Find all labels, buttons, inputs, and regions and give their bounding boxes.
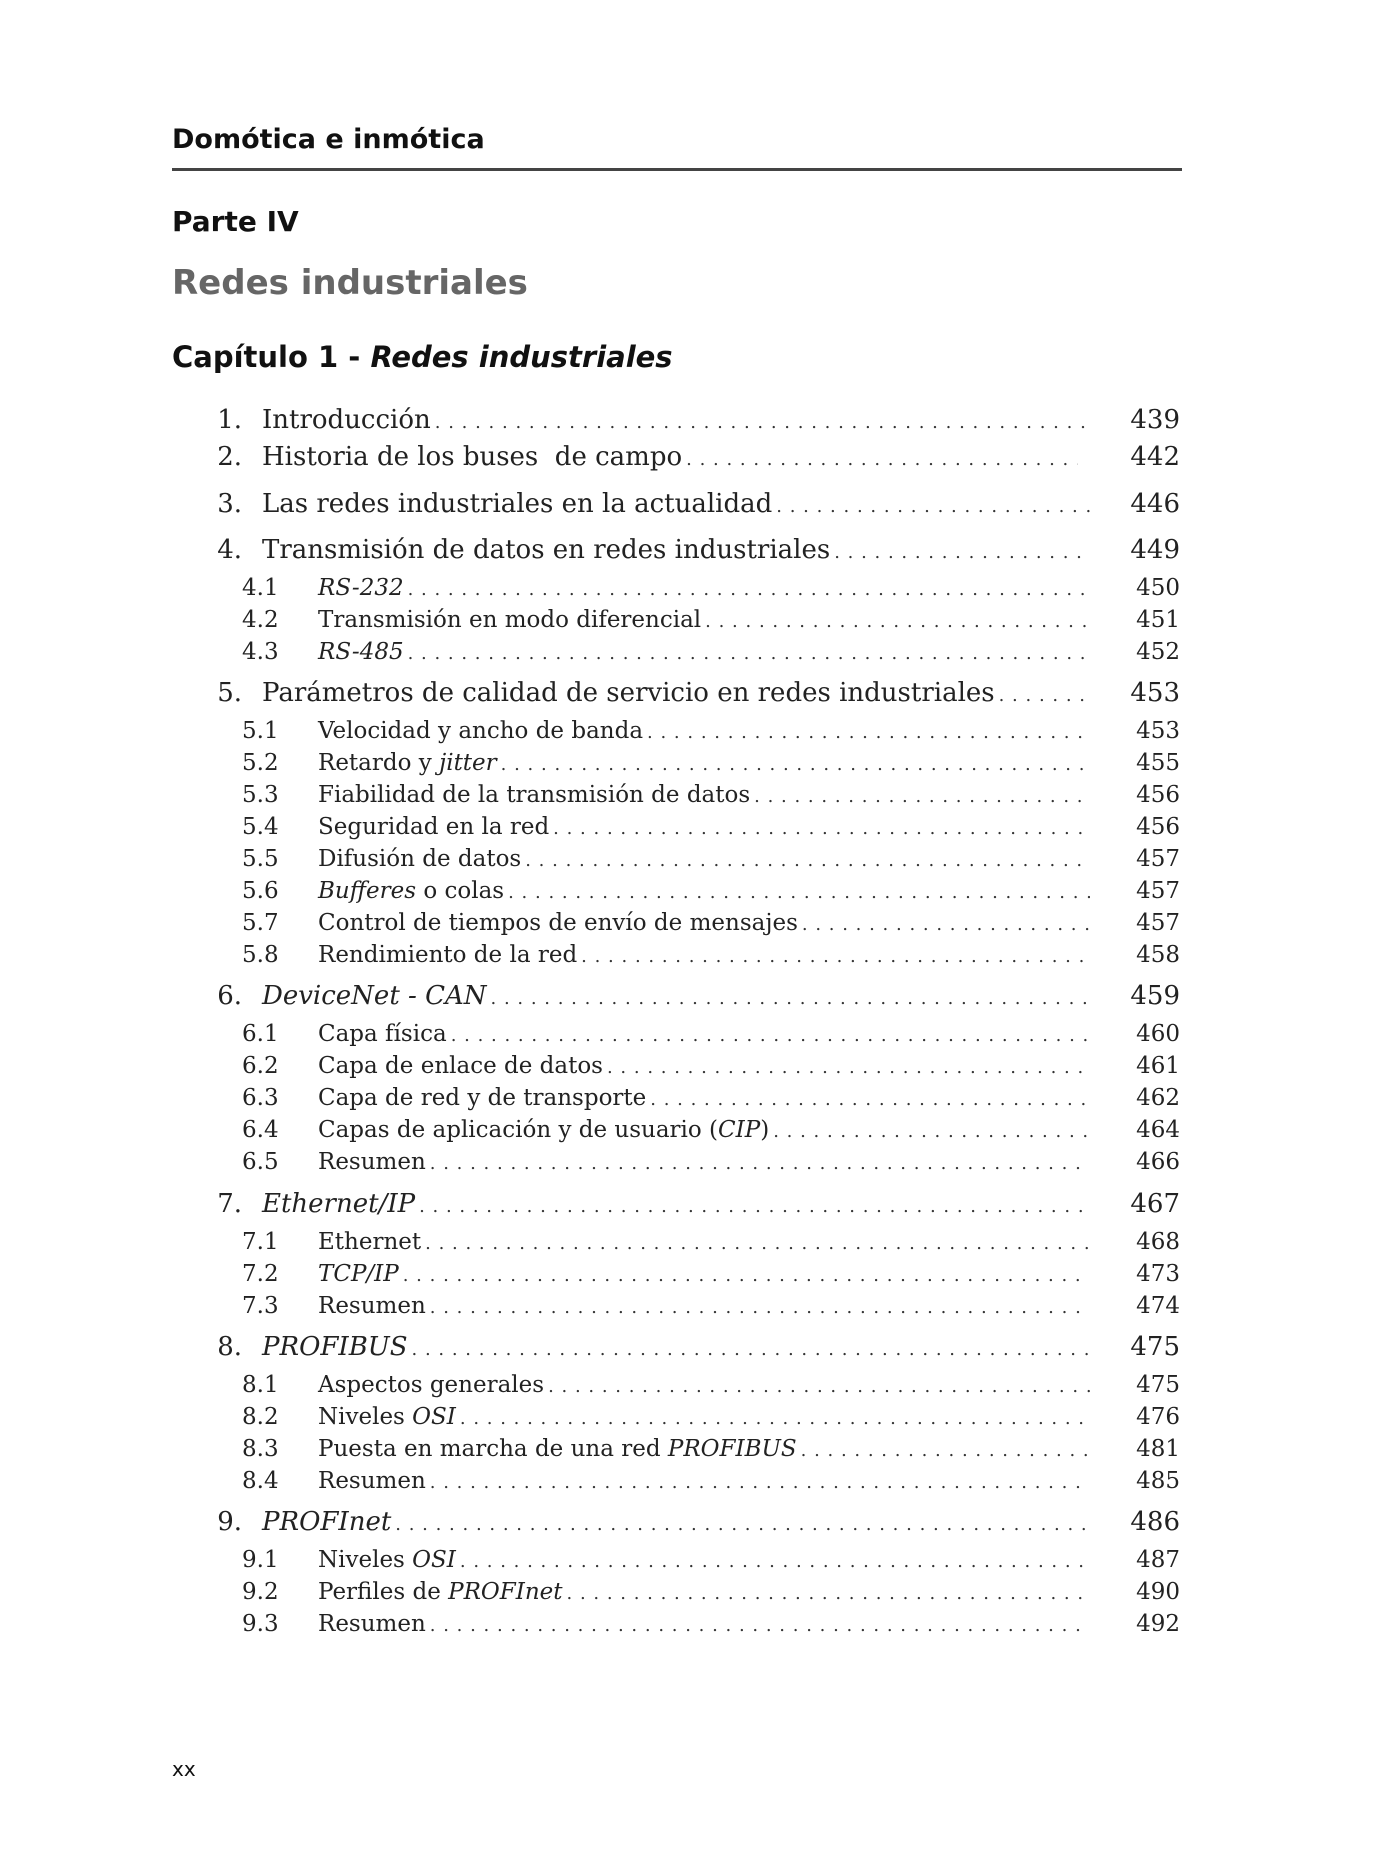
toc-entry-title: Capa de red y de transporte — [318, 1085, 647, 1111]
dot-leader — [801, 1440, 1090, 1461]
page-number: xx — [172, 1757, 196, 1781]
dot-leader — [395, 1514, 1090, 1535]
dot-leader — [451, 1025, 1090, 1046]
toc-entry-page: 473 — [1136, 1261, 1180, 1287]
toc-entry-page: 446 — [1130, 489, 1180, 519]
toc-entry-number: 5.2 — [242, 750, 279, 776]
toc-entry-title: Difusión de datos — [318, 846, 522, 872]
toc-entry-page: 453 — [1136, 718, 1180, 744]
toc-entry-number: 1. — [217, 405, 242, 435]
toc-entry-page: 449 — [1130, 535, 1180, 565]
dot-leader — [754, 786, 1090, 807]
toc-entry-page: 456 — [1136, 814, 1180, 840]
toc-subentry[interactable] — [242, 607, 1180, 637]
toc-entry-title: Seguridad en la red — [318, 814, 550, 840]
toc-entry-number: 7.2 — [242, 1261, 279, 1287]
toc-subentry[interactable] — [242, 1261, 1180, 1291]
toc-title-part: ) — [760, 1117, 770, 1143]
header-rule — [172, 168, 1182, 171]
toc-entry[interactable] — [180, 1332, 1180, 1366]
dot-leader — [548, 1376, 1090, 1397]
dot-leader — [553, 818, 1090, 839]
toc-entry-page: 456 — [1136, 782, 1180, 808]
toc-entry-number: 4.3 — [242, 639, 279, 665]
toc-entry-title: Las redes industriales en la actualidad — [262, 489, 773, 519]
toc-title-part: Niveles — [318, 1547, 413, 1573]
toc-entry-title: Transmisión de datos en redes industriales — [262, 535, 831, 565]
toc-subentry[interactable] — [242, 750, 1180, 780]
toc-entry-number: 5.4 — [242, 814, 279, 840]
toc-subentry[interactable] — [242, 1229, 1180, 1259]
toc-entry-title: Ethernet — [318, 1229, 422, 1255]
toc-entry-title — [318, 1404, 456, 1430]
part-label: Parte IV — [172, 205, 299, 238]
toc-subentry[interactable] — [242, 575, 1180, 605]
toc-entry-page: 481 — [1136, 1436, 1180, 1462]
toc-entry-page: 457 — [1136, 846, 1180, 872]
toc-entry-title: PROFIBUS — [262, 1332, 408, 1362]
running-header: Domótica e inmótica — [172, 124, 485, 155]
toc-entry-number: 8.3 — [242, 1436, 279, 1462]
toc-entry-number: 9. — [217, 1507, 242, 1537]
toc-entry-page: 464 — [1136, 1117, 1180, 1143]
toc-entry-number: 6.5 — [242, 1149, 279, 1175]
toc-subentry[interactable] — [242, 1293, 1180, 1323]
toc-subentry[interactable] — [242, 1468, 1180, 1498]
toc-entry[interactable] — [180, 981, 1180, 1015]
toc-entry-title: Transmisión en modo diferencial — [318, 607, 702, 633]
toc-entry-title: Aspectos generales — [318, 1372, 545, 1398]
dot-leader — [501, 754, 1090, 775]
toc-entry-page: 459 — [1130, 981, 1180, 1011]
toc-entry-title: DeviceNet - CAN — [262, 981, 487, 1011]
chapter-separator: - — [338, 340, 371, 374]
toc-entry-page: 466 — [1136, 1149, 1180, 1175]
toc-entry-number: 6.1 — [242, 1021, 279, 1047]
toc-subentry[interactable] — [242, 814, 1180, 844]
toc-entry-title — [318, 1117, 769, 1143]
chapter-heading — [172, 340, 673, 374]
toc-entry-title: Capa física — [318, 1021, 447, 1047]
toc-entry-page: 439 — [1130, 405, 1180, 435]
toc-title-part: Niveles — [318, 1404, 413, 1430]
toc-subentry[interactable] — [242, 1021, 1180, 1051]
toc-entry-page: 486 — [1130, 1507, 1180, 1537]
dot-leader — [430, 1615, 1090, 1636]
toc-entry-title: Resumen — [318, 1293, 426, 1319]
toc-entry-page: 458 — [1136, 942, 1180, 968]
toc-subentry[interactable] — [242, 1053, 1180, 1083]
toc-subentry[interactable] — [242, 1436, 1180, 1466]
dot-leader — [430, 1297, 1090, 1318]
toc-entry-number: 5.3 — [242, 782, 279, 808]
toc-title-italic: PROFIBUS — [667, 1436, 797, 1462]
toc-entry-number: 9.2 — [242, 1579, 279, 1605]
toc-entry-title — [318, 1579, 563, 1605]
toc-subentry[interactable] — [242, 1149, 1180, 1179]
dot-leader — [776, 496, 1090, 517]
toc-subentry[interactable] — [242, 1611, 1180, 1641]
toc-entry-number: 6.3 — [242, 1085, 279, 1111]
toc-entry-page: 453 — [1130, 678, 1180, 708]
toc-subentry[interactable] — [242, 1372, 1180, 1402]
toc-title-part: Capas de aplicación y de usuario ( — [318, 1117, 719, 1143]
toc-entry-title — [318, 1547, 456, 1573]
dot-leader — [430, 1472, 1090, 1493]
toc-entry[interactable] — [180, 405, 1180, 439]
toc-entry-page: 457 — [1136, 878, 1180, 904]
toc-entry-title: Rendimiento de la red — [318, 942, 578, 968]
toc-entry-page: 460 — [1136, 1021, 1180, 1047]
toc-title-part: Perfiles de — [318, 1579, 449, 1605]
toc-title-part: Puesta en marcha de una red — [318, 1436, 668, 1462]
toc-entry-number: 8.2 — [242, 1404, 279, 1430]
toc-entry-title: Parámetros de calidad de servicio en redes industriales — [262, 678, 995, 708]
toc-entry-page: 492 — [1136, 1611, 1180, 1637]
dot-leader — [508, 882, 1090, 903]
toc-entry-number: 3. — [217, 489, 242, 519]
toc-title-italic: Bufferes — [318, 878, 417, 904]
toc-title-italic: OSI — [412, 1404, 456, 1430]
toc-entry-title: Ethernet/IP — [262, 1189, 416, 1219]
toc-entry-page: 467 — [1130, 1189, 1180, 1219]
toc-entry-number: 6. — [217, 981, 242, 1011]
toc-entry-title: Fiabilidad de la transmisión de datos — [318, 782, 751, 808]
chapter-label: Capítulo 1 — [172, 340, 339, 374]
toc-entry-number: 9.1 — [242, 1547, 279, 1573]
toc-entry-page: 487 — [1136, 1547, 1180, 1573]
dot-leader — [834, 542, 1090, 563]
toc-entry-number: 7. — [217, 1189, 242, 1219]
toc-entry[interactable] — [180, 442, 1180, 476]
toc-entry-page: 452 — [1136, 639, 1180, 665]
toc-entry-number: 5.8 — [242, 942, 279, 968]
toc-entry-title: RS-485 — [318, 639, 404, 665]
toc-subentry[interactable] — [242, 1117, 1180, 1147]
toc-entry-page: 451 — [1136, 607, 1180, 633]
toc-entry[interactable] — [180, 1507, 1180, 1541]
toc-entry-page: 476 — [1136, 1404, 1180, 1430]
toc-entry-page: 475 — [1130, 1332, 1180, 1362]
toc-subentry[interactable] — [242, 942, 1180, 972]
toc-subentry[interactable] — [242, 1085, 1180, 1115]
toc-entry-page: 490 — [1136, 1579, 1180, 1605]
toc-entry-title: PROFInet — [262, 1507, 392, 1537]
toc-entry-title — [318, 878, 504, 904]
part-title: Redes industriales — [172, 263, 528, 303]
toc-entry[interactable] — [180, 489, 1180, 523]
toc-entry-title — [318, 1436, 797, 1462]
toc-entry[interactable] — [180, 535, 1180, 569]
toc-subentry[interactable] — [242, 639, 1180, 669]
toc-entry-number: 5.7 — [242, 910, 279, 936]
dot-leader — [403, 1265, 1090, 1286]
toc-title-part: o colas — [416, 878, 505, 904]
toc-subentry[interactable] — [242, 1404, 1180, 1434]
toc-entry-title: Resumen — [318, 1468, 426, 1494]
toc-entry-title: Velocidad y ancho de banda — [318, 718, 644, 744]
toc-title-part: Retardo y — [318, 750, 440, 776]
toc-entry-title: Introducción — [262, 405, 431, 435]
toc-title-italic: jitter — [439, 750, 497, 776]
dot-leader — [581, 946, 1090, 967]
toc-entry-page: 474 — [1136, 1293, 1180, 1319]
toc-entry-number: 5. — [217, 678, 242, 708]
toc-subentry[interactable] — [242, 910, 1180, 940]
toc-subentry[interactable] — [242, 878, 1180, 908]
toc-entry-number: 4.2 — [242, 607, 279, 633]
toc-entry-number: 5.6 — [242, 878, 279, 904]
toc-entry-page: 450 — [1136, 575, 1180, 601]
toc-subentry[interactable] — [242, 782, 1180, 812]
chapter-title: Redes industriales — [370, 340, 673, 374]
toc-entry-page: 485 — [1136, 1468, 1180, 1494]
dot-leader — [567, 1583, 1091, 1604]
dot-leader — [999, 685, 1090, 706]
toc-entry-number: 2. — [217, 442, 242, 472]
dot-leader — [491, 988, 1090, 1009]
toc-entry-number: 8. — [217, 1332, 242, 1362]
toc-entry-page: 457 — [1136, 910, 1180, 936]
toc-entry-title — [318, 750, 497, 776]
toc-entry-number: 8.1 — [242, 1372, 279, 1398]
toc-entry-page: 475 — [1136, 1372, 1180, 1398]
toc-entry[interactable] — [180, 678, 1180, 712]
toc-entry-page: 442 — [1130, 442, 1180, 472]
dot-leader — [773, 1121, 1090, 1142]
toc-entry-number: 9.3 — [242, 1611, 279, 1637]
dot-leader — [647, 722, 1090, 743]
toc-entry-number: 8.4 — [242, 1468, 279, 1494]
toc-entry-number: 7.3 — [242, 1293, 279, 1319]
toc-entry-number: 7.1 — [242, 1229, 279, 1255]
toc-entry-title: TCP/IP — [318, 1261, 399, 1287]
toc-entry-page: 468 — [1136, 1229, 1180, 1255]
toc-entry-number: 4.1 — [242, 575, 279, 601]
toc-entry-title: Resumen — [318, 1149, 426, 1175]
toc-entry[interactable] — [180, 1189, 1180, 1223]
toc-entry-title: Capa de enlace de datos — [318, 1053, 603, 1079]
toc-entry-page: 461 — [1136, 1053, 1180, 1079]
dot-leader — [607, 1057, 1090, 1078]
toc-subentry[interactable] — [242, 1579, 1180, 1609]
dot-leader — [425, 1233, 1090, 1254]
toc-title-italic: OSI — [412, 1547, 456, 1573]
toc-entry-page: 462 — [1136, 1085, 1180, 1111]
toc-entry-title: Control de tiempos de envío de mensajes — [318, 910, 798, 936]
dot-leader — [408, 643, 1090, 664]
toc-entry-number: 4. — [217, 535, 242, 565]
toc-subentry[interactable] — [242, 846, 1180, 876]
dot-leader — [705, 611, 1090, 632]
toc-entry-number: 6.2 — [242, 1053, 279, 1079]
dot-leader — [686, 449, 1078, 470]
dot-leader — [460, 1551, 1090, 1572]
toc-entry-title: Historia de los buses de campo — [262, 442, 683, 472]
dot-leader — [408, 579, 1090, 600]
dot-leader — [435, 412, 1090, 433]
toc-entry-title: Resumen — [318, 1611, 426, 1637]
toc-entry-number: 6.4 — [242, 1117, 279, 1143]
dot-leader — [650, 1089, 1090, 1110]
toc-entry-number: 5.1 — [242, 718, 279, 744]
dot-leader — [412, 1339, 1090, 1360]
toc-subentry[interactable] — [242, 1547, 1180, 1577]
dot-leader — [802, 914, 1090, 935]
toc-title-italic: PROFInet — [448, 1579, 563, 1605]
dot-leader — [525, 850, 1090, 871]
dot-leader — [419, 1196, 1090, 1217]
dot-leader — [430, 1153, 1090, 1174]
toc-subentry[interactable] — [242, 718, 1180, 748]
toc-entry-page: 455 — [1136, 750, 1180, 776]
dot-leader — [460, 1408, 1090, 1429]
toc-entry-title: RS-232 — [318, 575, 404, 601]
toc-title-italic: CIP — [718, 1117, 761, 1143]
toc-entry-number: 5.5 — [242, 846, 279, 872]
